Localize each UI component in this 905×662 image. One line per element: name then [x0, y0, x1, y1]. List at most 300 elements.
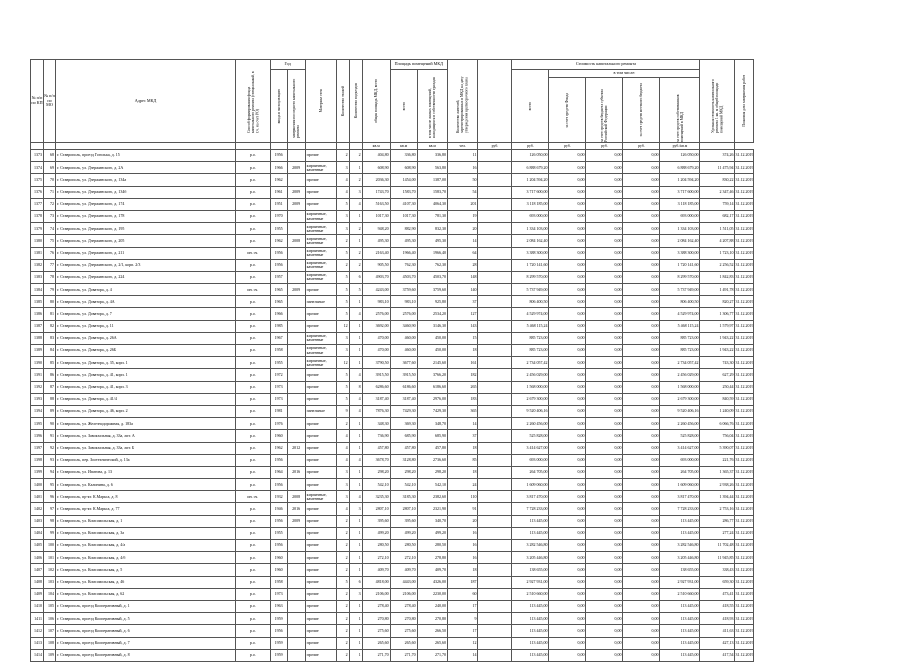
- cell-address: г. Ставрополь, ул. Комсомольская, д. 5: [56, 564, 236, 576]
- cell-fund-method: р.о.: [236, 479, 271, 491]
- cell-empty: [478, 625, 512, 637]
- cell-deadline: 31.12.2019: [735, 405, 754, 417]
- cell-cost-fund: 0,00: [549, 162, 586, 174]
- cell-n-kp: 1395: [31, 418, 44, 430]
- cell-area-total: 369,30: [390, 418, 417, 430]
- cell-wall-material: прочие: [305, 174, 336, 186]
- cell-cost-fund: 0,00: [549, 454, 586, 466]
- cell-cost-owners: 8 299 570,00: [660, 271, 700, 283]
- cell-n-kp: 1391: [31, 369, 44, 381]
- cell-n-kp: 1414: [31, 649, 44, 661]
- table-row: [31, 552, 754, 564]
- cell-deadline: 31.12.2019: [735, 271, 754, 283]
- cell-area-owned: 685,90: [417, 430, 447, 442]
- cell-cost-fund: 0,00: [549, 345, 586, 357]
- cell-cost-federal: 0,00: [586, 540, 623, 552]
- cell-entrances: 1: [349, 345, 362, 357]
- unit-label: кв.м: [417, 143, 447, 150]
- cell-area-owned: 4064,30: [417, 198, 447, 210]
- cell-total-area: 608,90: [362, 162, 390, 174]
- cell-entrances: 2: [349, 247, 362, 259]
- cell-fund-method: р.о.: [236, 576, 271, 588]
- cell-n-mo: 78: [44, 271, 56, 283]
- cell-deadline: 31.12.2019: [735, 393, 754, 405]
- cell-year-built: 1963: [270, 600, 287, 612]
- cell-year-last: [287, 320, 305, 332]
- cell-year-last: 2009: [287, 186, 305, 198]
- cell-year-last: 2009: [287, 515, 305, 527]
- cell-deadline: 31.12.2019: [735, 162, 754, 174]
- cell-cost-owners: 264 705,00: [660, 466, 700, 478]
- cell-cost-fund: 0,00: [549, 235, 586, 247]
- cell-fund-method: р.о.: [236, 503, 271, 515]
- cell-entrances: 4: [349, 198, 362, 210]
- cell-year-last: [287, 418, 305, 430]
- cell-total-area: 2807,10: [362, 503, 390, 515]
- cell-cost-owners: 3 817 470,00: [660, 491, 700, 503]
- cell-residents: 20: [448, 515, 478, 527]
- cell-n-kp: 1392: [31, 381, 44, 393]
- cell-area-owned: 2382,60: [417, 491, 447, 503]
- cell-cost-local: 0,00: [623, 345, 660, 357]
- cell-deadline: 31.12.2019: [735, 540, 754, 552]
- cell-unit-cost: 417,54: [700, 649, 735, 661]
- cell-fund-method: р.о.: [236, 466, 271, 478]
- cell-fund-method: р.о.: [236, 381, 271, 393]
- cell-year-built: 1967: [270, 332, 287, 344]
- cell-year-built: 1959: [270, 649, 287, 661]
- cell-total-area: 457,80: [362, 442, 390, 454]
- cell-fund-method: р.о.: [236, 186, 271, 198]
- cell-total-area: 495,30: [362, 235, 390, 247]
- cell-n-mo: 101: [44, 552, 56, 564]
- cell-deadline: 31.12.2019: [735, 345, 754, 357]
- cell-area-total: 4443,00: [390, 576, 417, 588]
- cell-fund-method: р.о.: [236, 271, 271, 283]
- cell-floors: 2: [336, 235, 349, 247]
- cell-entrances: 1: [349, 320, 362, 332]
- cell-year-built: 1962: [270, 235, 287, 247]
- cell-year-built: 1973: [270, 393, 287, 405]
- table-row: [31, 527, 754, 539]
- cell-residents: 18: [448, 345, 478, 357]
- cell-empty: [478, 540, 512, 552]
- cell-year-last: [287, 552, 305, 564]
- cell-year-last: 2008: [287, 235, 305, 247]
- header-cost-total: всего: [512, 70, 549, 143]
- cell-deadline: 31.12.2019: [735, 332, 754, 344]
- cell-area-total: 3915,50: [390, 369, 417, 381]
- cell-area-total: 275,60: [390, 625, 417, 637]
- cell-empty: [478, 186, 512, 198]
- cell-cost-fund: 0,00: [549, 600, 586, 612]
- cell-empty: [478, 588, 512, 600]
- cell-cost-federal: 0,00: [586, 479, 623, 491]
- cell-cost-local: 0,00: [623, 649, 660, 661]
- cell-residents: 37: [448, 430, 478, 442]
- cell-cost-federal: 0,00: [586, 613, 623, 625]
- cell-year-built: 1985: [270, 320, 287, 332]
- cell-wall-material: прочие: [305, 588, 336, 600]
- cell-area-owned: 1583,70: [417, 186, 447, 198]
- cell-year-built: 1962: [270, 174, 287, 186]
- cell-n-kp: 1400: [31, 479, 44, 491]
- cell-cost-federal: 0,00: [586, 600, 623, 612]
- cell-residents: 143: [448, 320, 478, 332]
- cell-area-total: 983,10: [390, 296, 417, 308]
- cell-address: г. Ставрополь, ул. Дзержинского, д. 134б: [56, 186, 236, 198]
- cell-year-built: 1958: [270, 345, 287, 357]
- cell-n-mo: 93: [44, 454, 56, 466]
- cell-cost-owners: 113 445,00: [660, 625, 700, 637]
- cell-area-owned: 348,70: [417, 418, 447, 430]
- cell-deadline: 31.12.2019: [735, 637, 754, 649]
- cell-residents: 85: [448, 454, 478, 466]
- cell-empty: [478, 393, 512, 405]
- cell-area-owned: 278,80: [417, 552, 447, 564]
- table-row: [31, 588, 754, 600]
- cell-cost-federal: 0,00: [586, 247, 623, 259]
- cell-total-area: 3235,30: [362, 491, 390, 503]
- cell-empty: [478, 150, 512, 162]
- cell-n-mo: 74: [44, 223, 56, 235]
- cell-address: г. Ставрополь, проезд Кооперативный, д. 1: [56, 600, 236, 612]
- cell-address: г. Ставрополь, ул. Комсомольская, д. 4/б: [56, 552, 236, 564]
- cell-year-last: [287, 381, 305, 393]
- cell-cost-owners: 5 468 115,24: [660, 320, 700, 332]
- cell-fund-method: р.о.: [236, 600, 271, 612]
- cell-cost-local: 0,00: [623, 357, 660, 369]
- table-row: [31, 332, 754, 344]
- cell-area-owned: 450,00: [417, 345, 447, 357]
- cell-floors: 5: [336, 308, 349, 320]
- cell-area-owned: 3766,20: [417, 369, 447, 381]
- cell-year-last: [287, 600, 305, 612]
- table-row: [31, 479, 754, 491]
- cell-entrances: 1: [349, 649, 362, 661]
- cell-n-kp: 1377: [31, 198, 44, 210]
- cell-total-area: 6286,60: [362, 381, 390, 393]
- cell-n-mo: 97: [44, 503, 56, 515]
- cell-area-total: 271,70: [390, 649, 417, 661]
- header-year-built: ввода в эксплуатацию: [270, 70, 287, 143]
- cell-fund-method: р.о.: [236, 649, 271, 661]
- cell-year-built: 1957: [270, 271, 287, 283]
- cell-residents: 20: [448, 223, 478, 235]
- cell-unit-cost: 2 938,26: [700, 479, 735, 491]
- cell-empty: [478, 405, 512, 417]
- cell-empty: [478, 247, 512, 259]
- cell-n-mo: 75: [44, 235, 56, 247]
- cell-area-owned: 1387,00: [417, 174, 447, 186]
- cell-floors: 4: [336, 442, 349, 454]
- header-n-mo: № п/п по МО: [44, 60, 56, 143]
- cell-cost-owners: 3 414 627,00: [660, 442, 700, 454]
- cell-unit-cost: 659,30: [700, 576, 735, 588]
- cell-wall-material: кирпичные, каменные: [305, 162, 336, 174]
- cell-cost-local: 0,00: [623, 284, 660, 296]
- table-row: [31, 357, 754, 369]
- cell-total-area: 499,20: [362, 527, 390, 539]
- cell-area-owned: 2534,20: [417, 308, 447, 320]
- cell-deadline: 31.12.2019: [735, 235, 754, 247]
- cell-cost-total: 885 723,00: [512, 332, 549, 344]
- cell-floors: 9: [336, 405, 349, 417]
- cell-cost-local: 0,00: [623, 296, 660, 308]
- cell-n-kp: 1394: [31, 405, 44, 417]
- cell-empty: [478, 442, 512, 454]
- cell-cost-federal: 0,00: [586, 210, 623, 222]
- cell-deadline: 31.12.2019: [735, 564, 754, 576]
- cell-area-owned: 762,30: [417, 259, 447, 271]
- cell-year-built: 1966: [270, 162, 287, 174]
- cell-deadline: 31.12.2019: [735, 223, 754, 235]
- cell-deadline: 31.12.2019: [735, 442, 754, 454]
- cell-residents: 365: [448, 405, 478, 417]
- cell-floors: 3: [336, 332, 349, 344]
- cell-empty: [478, 649, 512, 661]
- cell-cost-federal: 0,00: [586, 588, 623, 600]
- cell-n-kp: 1390: [31, 357, 44, 369]
- cell-cost-total: 4 529 974,00: [512, 308, 549, 320]
- cell-total-area: 736,90: [362, 430, 390, 442]
- cell-total-area: 1743,70: [362, 186, 390, 198]
- cell-unit-cost: 1 579,97: [700, 320, 735, 332]
- cell-cost-total: 3 817 470,00: [512, 491, 549, 503]
- cell-entrances: 5: [349, 284, 362, 296]
- cell-n-mo: 87: [44, 381, 56, 393]
- cell-cost-owners: 1 720 141,60: [660, 259, 700, 271]
- cell-year-built: 1965: [270, 284, 287, 296]
- cell-deadline: 31.12.2019: [735, 527, 754, 539]
- cell-total-area: 272,10: [362, 552, 390, 564]
- table-row: [31, 235, 754, 247]
- table-row: [31, 564, 754, 576]
- cell-unit-cost: 5 390,07: [700, 442, 735, 454]
- cell-n-mo: 92: [44, 442, 56, 454]
- cell-deadline: 31.12.2019: [735, 320, 754, 332]
- cell-cost-total: 113 445,00: [512, 613, 549, 625]
- unit-label: руб.: [549, 143, 586, 150]
- cell-floors: 2: [336, 259, 349, 271]
- cell-cost-owners: 113 445,00: [660, 515, 700, 527]
- cell-floors: 5: [336, 296, 349, 308]
- cell-cost-total: 693 000,00: [512, 454, 549, 466]
- cell-entrances: 3: [349, 503, 362, 515]
- cell-wall-material: прочие: [305, 442, 336, 454]
- cell-total-area: 470,00: [362, 332, 390, 344]
- cell-unit-cost: 840,59: [700, 393, 735, 405]
- cell-n-kp: 1404: [31, 527, 44, 539]
- cell-area-owned: 2145,60: [417, 357, 447, 369]
- cell-empty: [478, 174, 512, 186]
- cell-area-owned: 340,70: [417, 515, 447, 527]
- cell-year-last: 2009: [287, 284, 305, 296]
- cell-area-owned: 271,70: [417, 649, 447, 661]
- unit-label: руб.: [586, 143, 623, 150]
- cell-year-last: [287, 527, 305, 539]
- cell-area-total: 1583,70: [390, 186, 417, 198]
- cell-fund-method: р.о.: [236, 637, 271, 649]
- cell-residents: 16: [448, 527, 478, 539]
- cell-year-built: 1970: [270, 210, 287, 222]
- cell-area-owned: 832,30: [417, 223, 447, 235]
- cell-cost-total: 1 568 000,00: [512, 381, 549, 393]
- cell-entrances: 4: [349, 405, 362, 417]
- cell-empty: [478, 381, 512, 393]
- cell-address: г. Ставрополь, ул. Доватора, д. 41, корп. 1: [56, 369, 236, 381]
- cell-wall-material: прочие: [305, 540, 336, 552]
- cell-cost-owners: 4 529 974,00: [660, 308, 700, 320]
- cell-wall-material: прочие: [305, 320, 336, 332]
- cell-year-built: 1956: [270, 259, 287, 271]
- cell-deadline: 31.12.2019: [735, 503, 754, 515]
- cell-area-owned: 4326,00: [417, 576, 447, 588]
- cell-cost-fund: 0,00: [549, 430, 586, 442]
- cell-year-last: [287, 271, 305, 283]
- cell-year-last: 2012: [287, 442, 305, 454]
- cell-unit-cost: 411,63: [700, 625, 735, 637]
- cell-fund-method: р.о.: [236, 198, 271, 210]
- cell-address: г. Ставрополь, ул. Доватора, д. 4А: [56, 296, 236, 308]
- cell-n-mo: 104: [44, 588, 56, 600]
- cell-address: г. Ставрополь, ул. Дзержинского, д. 134а: [56, 174, 236, 186]
- cell-year-last: [287, 259, 305, 271]
- cell-empty: [478, 613, 512, 625]
- cell-year-last: [287, 588, 305, 600]
- cell-address: г. Ставрополь, ул. Дзержинского, д. 195: [56, 223, 236, 235]
- cell-floors: 2: [336, 552, 349, 564]
- cell-n-kp: 1410: [31, 600, 44, 612]
- cell-unit-cost: 427,13: [700, 637, 735, 649]
- cell-deadline: 31.12.2019: [735, 150, 754, 162]
- cell-floors: 5: [336, 393, 349, 405]
- cell-address: г. Ставрополь, ул. Дзержинского, д. 224: [56, 271, 236, 283]
- cell-cost-fund: 0,00: [549, 259, 586, 271]
- cell-deadline: 31.12.2019: [735, 613, 754, 625]
- cell-cost-local: 0,00: [623, 418, 660, 430]
- cell-cost-local: 0,00: [623, 503, 660, 515]
- cell-total-area: 271,70: [362, 649, 390, 661]
- cell-n-mo: 102: [44, 564, 56, 576]
- cell-n-kp: 1387: [31, 320, 44, 332]
- cell-area-owned: 563,80: [417, 162, 447, 174]
- cell-n-kp: 1376: [31, 186, 44, 198]
- cell-empty: [478, 345, 512, 357]
- cell-cost-federal: 0,00: [586, 393, 623, 405]
- table-row: [31, 174, 754, 186]
- cell-year-last: 2008: [287, 491, 305, 503]
- cell-fund-method: р.о.: [236, 235, 271, 247]
- cell-wall-material: прочие: [305, 479, 336, 491]
- cell-cost-local: 0,00: [623, 466, 660, 478]
- cell-floors: 2: [336, 564, 349, 576]
- cell-year-built: 1955: [270, 223, 287, 235]
- header-cost-federal: за счет средств бюджета субъекта Российской Федерации: [586, 78, 623, 143]
- cell-deadline: 31.12.2019: [735, 552, 754, 564]
- table-row: [31, 442, 754, 454]
- cell-floors: 5: [336, 369, 349, 381]
- cell-cost-total: 1 720 141,60: [512, 259, 549, 271]
- cell-floors: 2: [336, 588, 349, 600]
- cell-cost-federal: 0,00: [586, 418, 623, 430]
- cell-total-area: 3790,50: [362, 357, 390, 369]
- cell-entrances: 1: [349, 332, 362, 344]
- cell-address: г. Ставрополь, ул. Калинина, д. 6: [56, 479, 236, 491]
- cell-entrances: 1: [349, 466, 362, 478]
- cell-fund-method: ин. сч.: [236, 284, 271, 296]
- cell-cost-owners: 2 510 660,00: [660, 588, 700, 600]
- cell-year-built: 1960: [270, 430, 287, 442]
- cell-floors: 3: [336, 223, 349, 235]
- cell-cost-local: 0,00: [623, 186, 660, 198]
- cell-year-built: 1964: [270, 466, 287, 478]
- table-row: [31, 210, 754, 222]
- capital-repair-plan-sheet: [30, 59, 754, 662]
- cell-entrances: 4: [349, 369, 362, 381]
- cell-unit-cost: 221,76: [700, 454, 735, 466]
- cell-wall-material: кирпичные, каменные: [305, 491, 336, 503]
- cell-empty: [478, 223, 512, 235]
- header-deadline: Плановая дата завершения работ: [735, 60, 754, 143]
- cell-residents: 9: [448, 613, 478, 625]
- cell-area-owned: 2976,00: [417, 393, 447, 405]
- cell-cost-federal: 0,00: [586, 442, 623, 454]
- cell-floors: 5: [336, 381, 349, 393]
- cell-cost-federal: 0,00: [586, 345, 623, 357]
- table-row: [31, 405, 754, 417]
- cell-empty: [478, 491, 512, 503]
- cell-n-kp: 1382: [31, 259, 44, 271]
- cell-n-kp: 1407: [31, 564, 44, 576]
- header-cost-owners: за счет средств собственников помещений в МКД: [660, 78, 700, 143]
- cell-empty: [478, 430, 512, 442]
- cell-area-owned: 336,80: [417, 150, 447, 162]
- cell-cost-local: 0,00: [623, 430, 660, 442]
- cell-year-built: 1960: [270, 564, 287, 576]
- cell-floors: 4: [336, 503, 349, 515]
- table-row: [31, 430, 754, 442]
- cell-deadline: 31.12.2019: [735, 515, 754, 527]
- cell-residents: 183: [448, 393, 478, 405]
- table-row: [31, 259, 754, 271]
- cell-area-total: 272,10: [390, 552, 417, 564]
- cell-fund-method: р.о.: [236, 174, 271, 186]
- cell-wall-material: прочие: [305, 625, 336, 637]
- cell-wall-material: кирпичные, каменные: [305, 332, 336, 344]
- cell-residents: 16: [448, 552, 478, 564]
- cell-n-kp: 1406: [31, 552, 44, 564]
- cell-year-built: 1956: [270, 540, 287, 552]
- cell-address: г. Ставрополь, ул. Дзержинского, д. 2/1, корп. 2/3: [56, 259, 236, 271]
- cell-total-area: 3678,70: [362, 454, 390, 466]
- cell-empty: [478, 210, 512, 222]
- cell-cost-fund: 0,00: [549, 527, 586, 539]
- cell-cost-local: 0,00: [623, 235, 660, 247]
- cell-cost-local: 0,00: [623, 552, 660, 564]
- table-body: [31, 150, 754, 662]
- cell-n-mo: 98: [44, 515, 56, 527]
- cell-cost-local: 0,00: [623, 442, 660, 454]
- cell-cost-fund: 0,00: [549, 320, 586, 332]
- cell-area-total: 3460,90: [390, 320, 417, 332]
- cell-year-built: 1956: [270, 479, 287, 491]
- table-row: [31, 649, 754, 661]
- cell-wall-material: прочие: [305, 503, 336, 515]
- cell-cost-owners: 3 205 446,80: [660, 552, 700, 564]
- cell-unit-cost: 418,55: [700, 600, 735, 612]
- cell-unit-cost: 11 945,85: [700, 552, 735, 564]
